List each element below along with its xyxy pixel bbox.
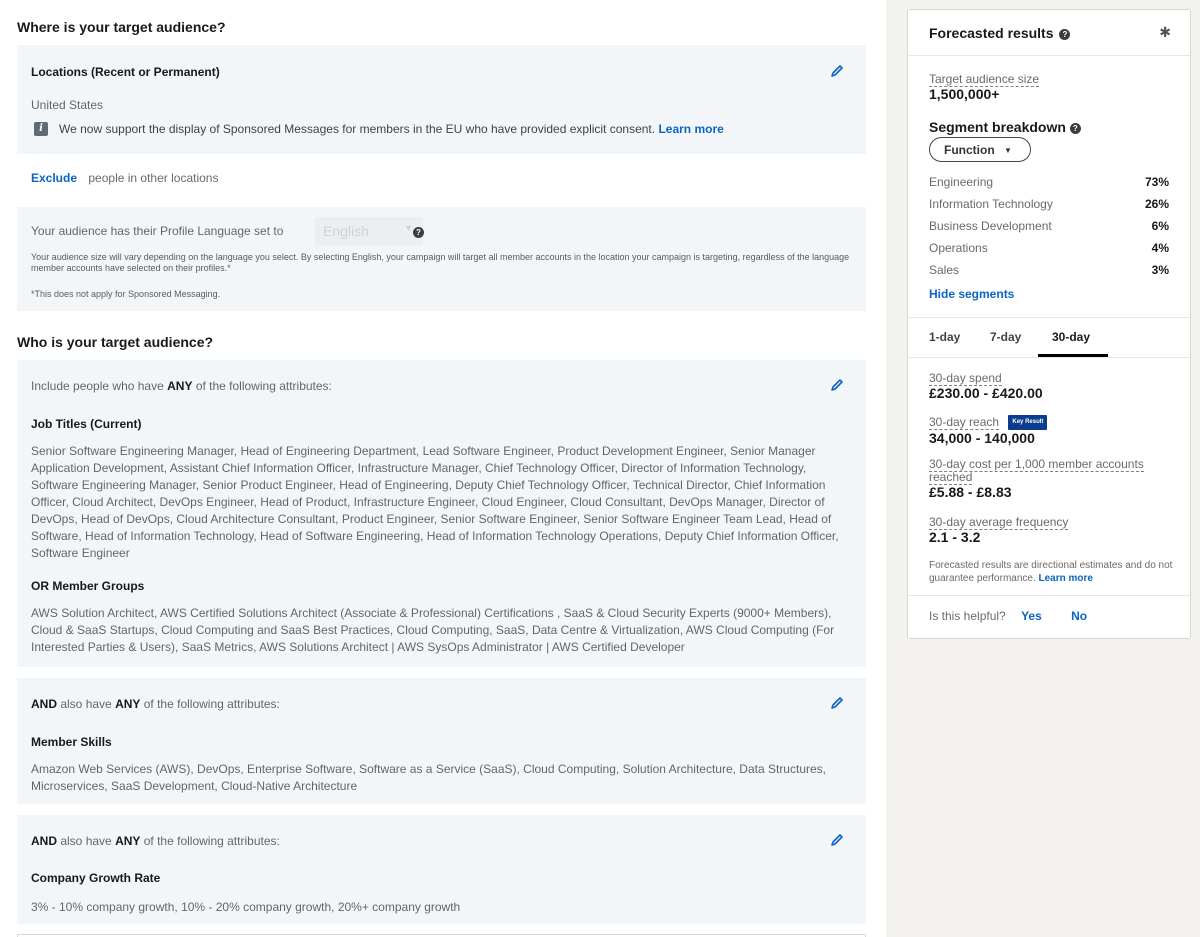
helpful-yes[interactable]: Yes (1021, 609, 1042, 623)
cpm-value: £5.88 - £8.83 (929, 484, 1012, 500)
skills-and-line (31, 696, 280, 713)
spend-value: £230.00 - £420.00 (929, 385, 1043, 401)
segment-dropdown[interactable] (929, 137, 1031, 162)
location-value: United States (31, 98, 104, 112)
eu-notice-text: We now support the display of Sponsored Messages for members in the EU who have provided explicit consent. (59, 122, 656, 136)
eu-notice (59, 122, 724, 136)
helpful-row (929, 609, 1087, 623)
skills-any: ANY (115, 697, 141, 711)
include-suffix: of the following attributes: (195, 379, 332, 393)
edit-growth-icon[interactable] (830, 833, 844, 847)
segment-row (929, 263, 1169, 277)
divider (908, 595, 1190, 596)
spend-label: 30-day spend (929, 371, 1002, 385)
forecast-title-row (929, 25, 1070, 41)
forecast-card (907, 9, 1191, 639)
segment-name: Sales (929, 263, 960, 277)
skills-suffix: of the following attributes: (143, 697, 280, 711)
growth-and-line (31, 833, 280, 850)
helpful-no[interactable]: No (1071, 609, 1088, 623)
reach-label: 30-day reach (929, 415, 1000, 429)
segment-dropdown-label: Function (944, 143, 995, 157)
cpm-block (929, 458, 1169, 500)
edit-include-icon[interactable] (830, 378, 844, 392)
help-icon[interactable]: ? (413, 227, 424, 238)
language-select[interactable] (315, 217, 423, 245)
include-line (31, 378, 332, 395)
key-result-badge: Key Result (1008, 415, 1047, 430)
growth-title: Company Growth Rate (31, 871, 161, 885)
eu-notice-learn-more[interactable]: Learn more (658, 122, 724, 136)
divider (908, 55, 1190, 56)
tab-7-day[interactable]: 7-day (990, 330, 1022, 344)
groups-text: AWS Solution Architect, AWS Certified Solutions Architect (Associate & Professional) Certifications , SaaS & Cloud Security Experts (9000+ Members), Cloud & SaaS Startups, Cloud Computing and SaaS Best Practices, Cloud Computing, SaaS, Data Centre & Virtualization, AWS Cloud Computing (For Interested Parties & Users), SaaS Metrics, AWS Solutions Architect | AWS SysOps Administrator | AWS Certified Developer (31, 606, 835, 654)
growth-and: AND (31, 834, 57, 848)
gear-icon[interactable]: ✱ (1159, 24, 1171, 40)
language-footnote: *This does not apply for Sponsored Messaging. (31, 289, 221, 299)
skills-text: Amazon Web Services (AWS), DevOps, Enterprise Software, Software as a Service (SaaS), Cloud Computing, Solution Architecture, Data Structures, Microservices, SaaS Development, Cloud-Native Architecture (31, 762, 826, 793)
segment-title-row (929, 119, 1081, 135)
language-prefix: Your audience has their Profile Language set to (31, 224, 284, 238)
skills-also-have: also have (60, 697, 112, 711)
tab-1-day[interactable]: 1-day (929, 330, 961, 344)
job-titles-text: Senior Software Engineering Manager, Head of Engineering Department, Lead Software Engineer, Product Development Engineer, Senior Manager Application Development, Assistant Chief Information Officer, Infrastructure Manager, Chief Technology Officer, Director of Information Technology, Software Engineering Manager, Senior Product Engineer, Head of Engineering, Deputy Chief Technology Officer, Technical Director, Chief Information Officer, Cloud Architect, DevOps Engineer, Head of Product, Infrastructure Engineer, Cloud Engineer, Cloud Consultant, DevOps Manager, Director of DevOps, Head of DevOps, Cloud Architecture Consultant, Product Engineer, Senior Software Engineer, Senior Software Engineer Team Lead, Head of Software, Head of Information Technology, Head of Software Engineering, Head of Information Technology Operations, Deputy Chief Information Officer, Software Engineer (31, 444, 839, 560)
exclude-text: people in other locations (88, 171, 219, 185)
frequency-block (929, 516, 1068, 545)
exclude-row (31, 171, 218, 185)
segment-pct: 73% (1144, 175, 1169, 189)
hide-segments-link[interactable]: Hide segments (929, 287, 1015, 301)
disclaimer-learn-more[interactable]: Learn more (1038, 573, 1093, 584)
frequency-value: 2.1 - 3.2 (929, 529, 981, 545)
divider (908, 317, 1190, 318)
skills-and: AND (31, 697, 57, 711)
tab-30-day[interactable]: 30-day (1052, 330, 1091, 344)
growth-any: ANY (115, 834, 141, 848)
reach-block (929, 415, 1047, 446)
include-prefix: Include people who have (31, 379, 164, 393)
segment-row (929, 241, 1169, 255)
segment-name: Business Development (929, 219, 1052, 233)
help-icon[interactable]: ? (1059, 29, 1070, 40)
exclude-link[interactable]: Exclude (31, 171, 78, 185)
divider (908, 357, 1190, 358)
audience-size-value: 1,500,000+ (929, 86, 1000, 102)
language-select-value: English (323, 223, 369, 239)
reach-value: 34,000 - 140,000 (929, 430, 1035, 446)
include-panel (17, 360, 866, 667)
segment-name: Operations (929, 241, 988, 255)
where-heading: Where is your target audience? (17, 19, 226, 35)
job-titles-title: Job Titles (Current) (31, 417, 142, 431)
segment-pct: 4% (1151, 241, 1169, 255)
segment-row (929, 175, 1169, 189)
growth-text: 3% - 10% company growth, 10% - 20% company growth, 20%+ company growth (31, 900, 461, 914)
language-note: Your audience size will vary depending on the language you select. By selecting English, your campaign will target all member accounts in the location your campaign is targeting, regardless of the language member accounts have selected on their profiles.* (31, 252, 850, 273)
helpful-question: Is this helpful? (929, 609, 1006, 623)
edit-skills-icon[interactable] (830, 696, 844, 710)
disclaimer (929, 559, 1174, 585)
growth-also-have: also have (60, 834, 112, 848)
growth-panel (17, 815, 866, 924)
locations-panel (17, 45, 866, 154)
locations-title: Locations (Recent or Permanent) (31, 65, 220, 79)
segment-pct: 26% (1144, 197, 1169, 211)
growth-suffix: of the following attributes: (143, 834, 280, 848)
groups-title: OR Member Groups (31, 579, 145, 593)
audience-size-block (929, 72, 1039, 102)
segment-pct: 6% (1151, 219, 1169, 233)
segment-row (929, 197, 1169, 211)
edit-locations-icon[interactable] (830, 64, 844, 78)
chevron-down-icon: ▼ (404, 223, 413, 233)
forecast-title: Forecasted results (929, 25, 1054, 41)
skills-title: Member Skills (31, 735, 112, 749)
frequency-label: 30-day average frequency (929, 515, 1069, 529)
segment-name: Information Technology (929, 197, 1053, 211)
who-heading: Who is your target audience? (17, 334, 214, 350)
help-icon[interactable]: ? (1070, 123, 1081, 134)
audience-size-label: Target audience size (929, 72, 1040, 86)
segment-name: Engineering (929, 175, 994, 189)
info-icon: i (34, 122, 48, 136)
segment-title: Segment breakdown (929, 119, 1066, 135)
skills-panel (17, 678, 866, 804)
include-any: ANY (167, 379, 193, 393)
cpm-label: 30-day cost per 1,000 member accounts reached (929, 457, 1144, 484)
caret-down-icon: ▼ (1004, 146, 1012, 155)
language-panel (17, 207, 866, 311)
segment-pct: 3% (1151, 263, 1169, 277)
segment-row (929, 219, 1169, 233)
disclaimer-text: Forecasted results are directional estimates and do not guarantee performance. (929, 560, 1173, 584)
spend-block (929, 372, 1043, 401)
